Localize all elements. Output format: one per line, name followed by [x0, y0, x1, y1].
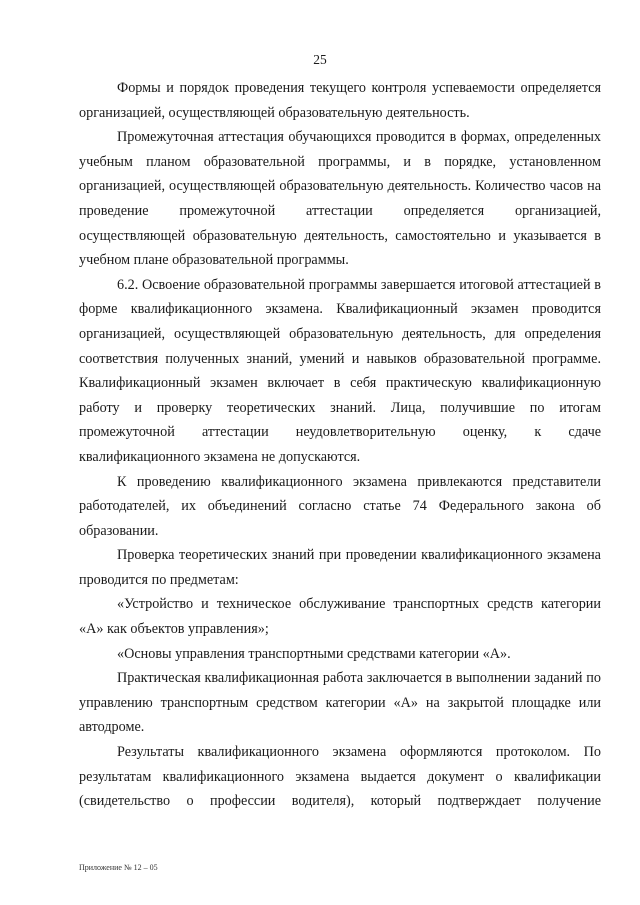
paragraph-interim-attestation: Промежуточная аттестация обучающихся проводится в формах, определенных учебным планом образовательной программы, и в порядке, установленном организацией, осуществляющей образовательную деятельность. Количество часов на проведение промежуточной аттестации определяется организацией, осуществляющей образовательную деятельность, самостоятельно и указывается в учебном плане образовательной программы.: [79, 129, 601, 269]
paragraph-theory-check: Проверка теоретических знаний при проведении квалификационного экзамена проводится по предметам:: [79, 547, 601, 588]
paragraph-results: Результаты квалификационного экзамена оформляются протоколом. По результатам квалификационного экзамена выдается документ о квалификации (свидетельство о профессии водителя), который подтверждает получение: [79, 744, 601, 810]
paragraph-current-control: Формы и порядок проведения текущего контроля успеваемости определяется организацией, осуществляющей образовательную деятельность.: [79, 80, 601, 121]
footer-note: Приложение № 12 – 05: [79, 863, 158, 872]
page-number: 25: [313, 52, 327, 67]
paragraph-subject-control: «Основы управления транспортными средствами категории «А».: [117, 645, 511, 662]
document-body: [79, 76, 601, 814]
paragraph-subject-device: «Устройство и техническое обслуживание транспортных средств категории «А» как объектов управления»;: [79, 596, 601, 638]
paragraph-employers: К проведению квалификационного экзамена привлекаются представители работодателей, их объединений согласно статье 74 Федерального закона об образовании.: [79, 473, 601, 539]
paragraph-final-attestation: 6.2. Освоение образовательной программы завершается итоговой аттестацией в форме квалификационного экзамена. Квалификационный экзамен проводится организацией, осуществляющей образовательную деятельность, для определения соответствия полученных знаний, умений и навыков образовательной программе. Квалификационный экзамен включает в себя практическую квалификационную работу и проверку теоретических знаний. Лица, получившие по итогам промежуточной аттестации неудовлетворительную оценку, к сдаче квалификационного экзамена не допускаются.: [79, 276, 601, 465]
paragraph-practical-work: Практическая квалификационная работа заключается в выполнении заданий по управлению транспортным средством категории «А» на закрытой площадке или автодроме.: [79, 670, 601, 736]
